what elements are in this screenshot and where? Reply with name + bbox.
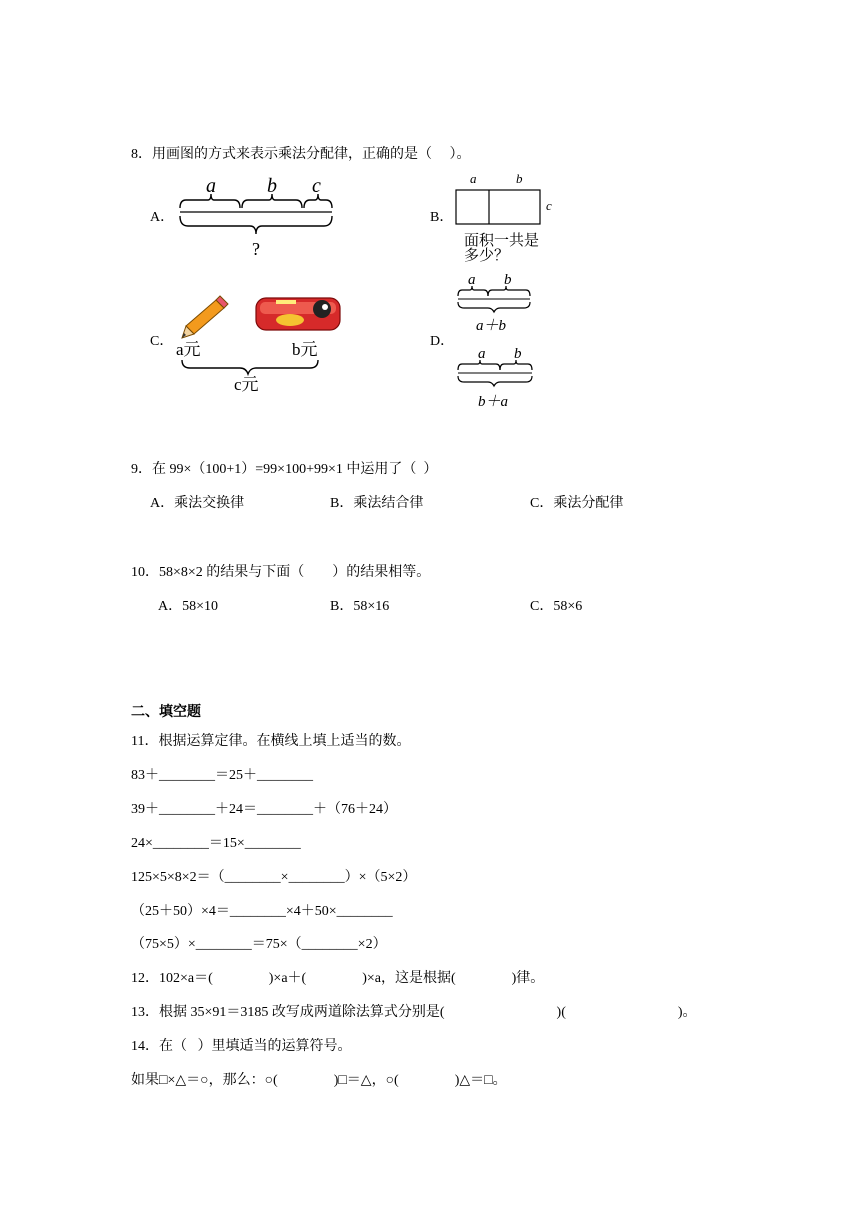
q8-option-b-label[interactable]: B． xyxy=(430,210,454,225)
q10-option-a[interactable]: A．58×10 xyxy=(158,599,219,614)
q14-stem: 14．在（ ）里填适当的运算符号。 xyxy=(131,1039,352,1054)
svg-text:a＋b: a＋b xyxy=(476,318,507,334)
q9-option-a[interactable]: A．乘法交换律 xyxy=(150,496,245,511)
q9-stem: 9．在 99×（100+1）=99×100+99×1 中运用了（ ） xyxy=(131,462,438,477)
q9-option-c[interactable]: C．乘法分配律 xyxy=(530,496,624,511)
q13-stem[interactable]: 13．根据 35×91＝3185 改写成两道除法算式分别是( )( )。 xyxy=(131,1005,697,1020)
label-b-yuan: b元 xyxy=(292,340,318,359)
q11-line-1[interactable]: 83＋________＝25＋________ xyxy=(131,768,313,783)
q11-line-5[interactable]: （25＋50）×4＝________×4＋50×________ xyxy=(131,904,393,919)
q11-line-2[interactable]: 39＋________＋24＝________＋（76＋24） xyxy=(131,802,397,817)
q11-line-6[interactable]: （75×5）×________＝75×（________×2） xyxy=(131,937,387,952)
brace-total xyxy=(182,360,318,374)
q10-option-b[interactable]: B．58×16 xyxy=(330,599,390,614)
pencil-case-icon xyxy=(256,298,340,330)
svg-text:a: a xyxy=(468,272,476,288)
q14-line[interactable]: 如果□×△＝○，那么：○( )□＝△，○( )△＝□。 xyxy=(131,1073,507,1088)
q8-option-c-label[interactable]: C． xyxy=(150,334,174,349)
label-question: ? xyxy=(252,239,260,259)
svg-text:b: b xyxy=(504,272,512,288)
label-b: b xyxy=(267,175,277,197)
q8-option-d-label[interactable]: D． xyxy=(430,334,455,349)
q11-line-3[interactable]: 24×________＝15×________ xyxy=(131,836,301,851)
q8-option-a-label[interactable]: A． xyxy=(150,210,175,225)
pencil-icon xyxy=(182,296,228,338)
svg-text:b: b xyxy=(516,171,523,186)
svg-text:a: a xyxy=(470,171,477,186)
svg-text:b: b xyxy=(514,346,522,362)
label-a-yuan: a元 xyxy=(176,340,201,359)
svg-text:面积一共是: 面积一共是 xyxy=(464,233,540,249)
q8-stem: 8．用画图的方式来表示乘法分配律，正确的是（ ）。 xyxy=(131,147,471,162)
svg-text:多少？: 多少？ xyxy=(464,248,510,264)
svg-text:a: a xyxy=(478,346,486,362)
q8-option-d-figure xyxy=(452,268,552,418)
q10-option-c[interactable]: C．58×6 xyxy=(530,599,583,614)
brace-total xyxy=(180,216,332,234)
area-rectangle xyxy=(456,190,540,224)
q9-option-b[interactable]: B．乘法结合律 xyxy=(330,496,424,511)
q8-option-a-figure xyxy=(172,172,342,262)
q12-stem[interactable]: 12．102×a＝( )×a＋( )×a，这是根据( )律。 xyxy=(131,971,545,986)
q10-stem: 10．58×8×2 的结果与下面（ ）的结果相等。 xyxy=(131,565,431,580)
q8-option-b-figure xyxy=(452,170,562,265)
brace-c xyxy=(304,194,332,208)
q8-option-c-figure xyxy=(172,292,342,392)
q11-stem: 11．根据运算定律。在横线上填上适当的数。 xyxy=(131,734,411,749)
label-a: a xyxy=(206,175,216,197)
svg-text:b＋a: b＋a xyxy=(478,394,509,410)
brace-b xyxy=(242,194,302,208)
label-c-yuan: c元 xyxy=(234,375,259,394)
section-title: 二、填空题 xyxy=(131,705,201,720)
label-c: c xyxy=(312,175,321,197)
svg-text:c: c xyxy=(546,198,552,213)
q11-line-4[interactable]: 125×5×8×2＝（________×________）×（5×2） xyxy=(131,870,417,885)
